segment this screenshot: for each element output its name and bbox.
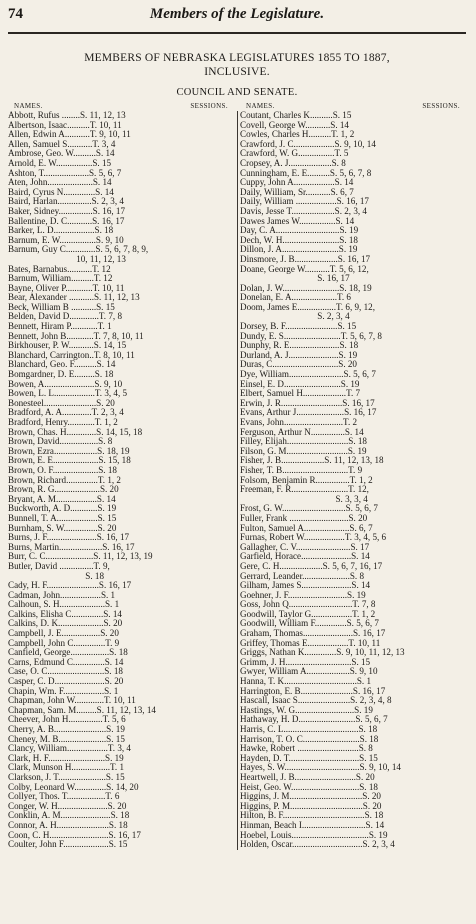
member-entry: Coutant, Charles K..........S. 15 [240, 111, 352, 120]
member-entry: Davis, Jesse T...................S. 2, 3, 4 [240, 206, 367, 216]
member-entry: Cheney, M. B.....................S. 15 [8, 734, 125, 744]
member-entry: Cuppy, John A..................S. 14 [240, 178, 354, 188]
member-entry: Clark, H. F.........................S. 19 [8, 753, 124, 763]
right-column [240, 102, 466, 850]
member-entry: Cady, H. F.......................S. 16, 17 [8, 581, 132, 591]
member-entry: Frost, G. W............................S. 5, 6, 7 [240, 504, 378, 514]
member-entry: Brown, Ezra...................S. 18, 19 [8, 446, 130, 456]
member-entry: Barnum, Guy C.............S. 5, 6, 7, 8, 9, [8, 245, 149, 255]
member-entry: Dinsmore, J. B...................S. 16, 17 [240, 254, 371, 264]
member-entry: Coulter, John F....................S. 15 [8, 840, 128, 850]
member-entry: Hanna, T. K................................S. 1 [240, 677, 372, 687]
member-entry: 10, 11, 12, 13 [8, 254, 126, 264]
member-entry: Garfield, Horace......................S. 14 [240, 552, 370, 562]
member-entry: Ferguson, Arthur N...............S. 14 [240, 427, 364, 437]
member-entry: Cropsey, A. J...................S. 8 [240, 158, 346, 168]
member-entry: Bradford, Henry............T. 1, 2 [8, 418, 118, 427]
member-entry: Dundy, E. S.........................T. 5, 6, 7, 8 [240, 331, 382, 341]
member-entry: Collyer, Thos. T.................T. 6 [8, 792, 120, 802]
member-entry: Elbert, Samuel H...................T. 7 [240, 389, 361, 399]
left-column-header [8, 102, 234, 111]
member-entry: Higgins, P. M................................S. 20 [240, 801, 382, 811]
member-entry: Chapin, Wm. F..................S. 1 [8, 686, 119, 696]
member-entry: Gallagher, C. V........................S. 17 [240, 542, 370, 552]
member-entry: Calkins, D. K....................S. 20 [8, 619, 123, 629]
member-entry: Ambrose, Geo. W..........S. 14 [8, 149, 115, 159]
member-entry: Bradford, A. A.............T. 2, 3, 4 [8, 408, 124, 418]
title-line-1: MEMBERS OF NEBRASKA LEGISLATURES 1855 TO 1887, [84, 52, 390, 64]
member-entry: Fisher, J. B...................S. 11, 12, 13, 18 [240, 456, 384, 466]
member-entry: Baker, Sidney...............S. 16, 17 [8, 206, 126, 216]
member-entry: Burns, J. F......................S. 16, 17 [8, 533, 130, 543]
member-entry: Dye, William........................S. 5, 6, 7 [240, 370, 376, 380]
member-entry: Griggs, Nathan K..............S. 9, 10, 11, 12, 13 [240, 648, 405, 658]
member-entry: Butler, David ...............T. 9, [8, 561, 110, 571]
sessions-heading: SESSIONS. [190, 102, 228, 110]
header-rule [8, 32, 466, 34]
column-divider [237, 111, 238, 850]
member-entry: Dorsey, B. F.......................S. 15 [240, 322, 357, 332]
member-entry: Hoebel, Louis..................................S. 19 [240, 830, 388, 840]
member-entry: Chapman, John W.............T. 10, 11 [8, 696, 136, 706]
member-entry: Fisher, T. B.............................T. 9 [240, 465, 363, 475]
member-entry: Clancy, William..................T. 3, 4 [8, 744, 131, 754]
member-entry: Goehner, J. F..........................S. 19 [240, 590, 366, 600]
member-entry: Brown, O. F....................S. 18 [8, 465, 117, 475]
member-entry: Burns, Martin...................S. 16, 17 [8, 542, 135, 552]
member-entry: Barnum, William..........T. 12 [8, 274, 113, 284]
member-entry: Fulton, Samuel A....................S. 6, 7 [240, 523, 373, 533]
member-entry: Hayes, S. W.................................S. 9, 10, 14 [240, 763, 401, 773]
member-entry: Doom, James E.................T. 6, 9, 12, [240, 302, 375, 312]
member-entry: Brown, Richard..............T. 1, 2 [8, 475, 121, 485]
running-title: Members of the Legislature. [149, 6, 325, 22]
member-entry: Brown, Chas. H.............S. 14, 15, 18 [8, 427, 143, 437]
member-entry: Bonesteel.......................S. 20 [8, 398, 115, 408]
member-entry: Bryant, A. M..................S. 14 [8, 494, 116, 504]
member-entry: Day, C. A............................S. 19 [240, 226, 359, 236]
member-entry: Hastings, W. G..........................S. 19 [240, 705, 373, 715]
member-entry: Chapman, Sam. M.........S. 11, 12, 13, 14 [8, 705, 156, 715]
member-entry: Hathaway, H. D.........................S. 5, 6, 7 [240, 715, 388, 725]
member-entry: Cheever, John H...............T. 5, 6 [8, 715, 126, 725]
member-entry: Buckworth, A. D............S. 19 [8, 504, 117, 514]
member-entry: Heartwell, J. B...........................S. 20 [240, 772, 375, 782]
member-entry: Graham, Thomas......................S. 16, 17 [240, 629, 386, 639]
member-entry: Burr, C. C.....................S. 11, 12, 13, 19 [8, 552, 153, 562]
member-entry: Cowles, Charles H..........T. 1, 2 [240, 130, 355, 140]
member-entry: Case, O. C.........................S. 18 [8, 667, 123, 677]
member-entry: Harris, C. L.................................S. 18 [240, 725, 378, 734]
member-entry: Erwin, J. R...........................S. 16, 17 [240, 398, 375, 408]
member-entry: Bowen, A......................S. 9, 10 [8, 379, 123, 389]
member-entry: Bates, Barnabus...........T. 12 [8, 264, 111, 274]
member-entry: Dech, W. H.........................S. 18 [240, 235, 358, 245]
left-member-list [8, 111, 234, 850]
member-entry: Burnham, S. W...............S. 20 [8, 523, 117, 533]
sessions-heading: SESSIONS. [422, 102, 460, 110]
member-entry: Clark, Munson H.................T. 1 [8, 763, 125, 773]
member-entry: Doane, George W...........T. 5, 6, 12, [240, 264, 369, 274]
member-entry: Conger, W. H......................S. 20 [8, 801, 127, 811]
member-entry: Filson, G. M...........................S. 19 [240, 446, 367, 456]
member-entry: Abbott, Rufus ........S. 11, 12, 13 [8, 111, 126, 120]
member-entry: Ballentine, D. C...........S. 16, 17 [8, 216, 125, 226]
member-entry: Grimm, J. H.............................S. 15 [240, 657, 371, 667]
member-entry: Dawes James W................S. 14 [240, 216, 355, 226]
member-entry: Bennett, John B............T. 7, 8, 10, 11 [8, 331, 144, 341]
member-entry: Calhoun, S. H....................S. 1 [8, 600, 120, 610]
member-entry: Blanchard, Carrington..T. 8, 10, 11 [8, 350, 135, 360]
member-entry: Allen, Edwin A...........T. 9, 10, 11 [8, 130, 131, 140]
running-header [8, 0, 466, 30]
member-entry: Bennett, Hiram P............T. 1 [8, 322, 112, 332]
member-entry: Campbell, John C..............T. 9 [8, 638, 120, 648]
page-number: 74 [8, 6, 23, 22]
member-entry: Dolan, J. W.........................S. 18, 19 [240, 283, 372, 293]
member-entry: Blanchard, Geo. F..........S. 14 [8, 360, 116, 370]
member-entry: Brown, David.................S. 8 [8, 437, 113, 447]
left-column [8, 102, 234, 850]
member-entry: Dillon, J. A.........................S. 19 [240, 245, 358, 255]
names-heading: NAMES. [14, 102, 43, 110]
member-entry: Clarkson, J. T.....................S. 15 [8, 772, 125, 782]
member-entry: Evans, Arthur J.....................S. 16, 17 [240, 408, 377, 418]
member-entry: S. 16, 17 [240, 274, 350, 284]
member-entry: Baird, Harlan...............S. 2, 3, 4 [8, 197, 124, 207]
document-title [8, 51, 466, 79]
member-entry: Harrison, T. O. C.........................S. 18 [240, 734, 379, 744]
member-entry: Baird, Cyrus N..............S. 14 [8, 187, 114, 197]
member-entry: Hayden, D. T...............................S. 15 [240, 753, 378, 763]
member-entry: Beck, William B ...........S. 15 [8, 302, 115, 312]
member-entry: Bunnell, T. A..................S. 15 [8, 513, 117, 523]
member-entry: Brown, E. E....................S. 15, 18 [8, 456, 131, 466]
member-entry: Higgins, J. M................................S. 20 [240, 792, 381, 802]
member-entry: Dunphy, R. E......................S. 18 [240, 341, 359, 351]
member-entry: Canfield, George.................S. 18 [8, 648, 128, 658]
member-entry: Goodwill, Taylor G..................T. 1, 2 [240, 609, 376, 619]
right-member-list [240, 111, 466, 850]
member-entry: Bayne, Oliver P............T. 10, 11 [8, 283, 125, 293]
member-entry: Crawford, J. C..................S. 9, 10, 14 [240, 139, 376, 149]
member-entry: Daily, William ..................S. 16, 17 [240, 197, 369, 207]
member-entry: Hascall, Isaac S.......................S. 2, 3, 4, 8 [240, 696, 392, 706]
member-entry: Evans, John..........................T. 2 [240, 418, 358, 427]
member-entry: Covell, George W...........S. 14 [240, 120, 349, 130]
member-entry: Hilton, B. F....................................S. 18 [240, 811, 384, 821]
member-entry: Cherry, A. B.......................S. 19 [8, 725, 125, 734]
member-entry: Donelan, E. A....................T. 6 [240, 293, 351, 303]
member-entry: Aten, John....................S. 14 [8, 178, 112, 188]
member-entry: Harrington, E. B.......................S. 16, 17 [240, 686, 386, 696]
member-entry: Barnum, E. W................S. 9, 10 [8, 235, 124, 245]
member-entry: Griffey, Thomas E..................T. 10, 11 [240, 638, 381, 648]
member-entry: Fuller, Frank ..........................S. 20 [240, 513, 368, 523]
member-entry: Arnold, E. W................S. 15 [8, 158, 112, 168]
member-entry: Hawke, Robert ...........................S. 8 [240, 744, 373, 754]
member-columns [8, 102, 466, 850]
member-entry: Folsom, Benjamin R...............T. 1, 2 [240, 475, 373, 485]
names-heading: NAMES. [246, 102, 275, 110]
member-entry: Furnas, Robert W..................T. 3, 4, 5, 6 [240, 533, 387, 543]
member-entry: S. 2, 3, 4 [240, 312, 350, 322]
member-entry: S. 18 [8, 571, 104, 581]
member-entry: Cadman, John..................S. 1 [8, 590, 116, 600]
member-entry: Freeman, F. R.........................T. 12, [240, 485, 369, 495]
right-column-header [240, 102, 466, 111]
member-entry: Albertson, Isaac..........T. 10, 11 [8, 120, 122, 130]
member-entry: S. 3, 3, 4 [240, 494, 368, 504]
member-entry: Hinman, Beach I............................S. 14 [240, 820, 385, 830]
member-entry: Conklin, A. M......................S. 18 [8, 811, 130, 821]
member-entry: Brown, R. G....................S. 20 [8, 485, 119, 495]
member-entry: Goss, John Q............................T. 7, 8 [240, 600, 376, 610]
member-entry: Bomgardner, D. E.........S. 18 [8, 370, 114, 380]
member-entry: Gwyer, William A...................S. 9, 10 [240, 667, 378, 677]
member-entry: Daily, William, Sr...........S. 6, 7 [240, 187, 354, 197]
member-entry: Ashton, T....................S. 5, 6, 7 [8, 168, 122, 178]
member-entry: Cunningham, E. E..........S. 5, 6, 7, 8 [240, 168, 372, 178]
member-entry: Heist, Geo. W..............................S. 18 [240, 782, 378, 792]
member-entry: Durland, A. J......................S. 19 [240, 350, 358, 360]
member-entry: Bowen, L. L..................T. 3, 4, 5 [8, 389, 128, 399]
member-entry: Casper, C. D......................S. 20 [8, 677, 124, 687]
member-entry: Allen, Samuel S...........T. 3, 4 [8, 139, 116, 149]
member-entry: Campbell, J. E.................S. 20 [8, 629, 119, 639]
section-title: COUNCIL AND SENATE. [176, 87, 298, 98]
member-entry: Bear, Alexander ...........S. 11, 12, 13 [8, 293, 140, 303]
member-entry: Gilham, James S......................S. 14 [240, 581, 371, 591]
member-entry: Belden, David D.............T. 7, 8 [8, 312, 122, 322]
member-entry: Carns, Edmund C..............S. 14 [8, 657, 124, 667]
member-entry: Gerrard, Leander.....................S. 8 [240, 571, 364, 581]
member-entry: Calkins, Elisha C..............S. 14 [8, 609, 122, 619]
member-entry: Goodwill, William F..............S. 5, 6, 7 [240, 619, 379, 629]
member-entry: Connor, A. H.......................S. 18 [8, 820, 128, 830]
member-entry: Colby, Leonard W..............S. 14, 20 [8, 782, 139, 792]
member-entry: Birkhouser, P. W...........S. 14, 15 [8, 341, 127, 351]
title-line-2: INCLUSIVE. [204, 66, 270, 78]
member-entry: Einsel, E. D.........................S. 19 [240, 379, 360, 389]
member-entry: Barker, L. D..................S. 18 [8, 226, 114, 236]
member-entry: Coon, C. H..........................S. 16, 17 [8, 830, 141, 840]
member-entry: Gere, C. H...................S. 5, 6, 7, 16, 17 [240, 561, 383, 571]
member-entry: Filley, Elijah...........................S. 18 [240, 437, 367, 447]
member-entry: Duras, C.............................S. 20 [240, 360, 357, 370]
member-entry: Crawford, W. G................T. 5 [240, 149, 349, 159]
member-entry: Holden, Oscar...............................S. 2, 3, 4 [240, 840, 395, 850]
